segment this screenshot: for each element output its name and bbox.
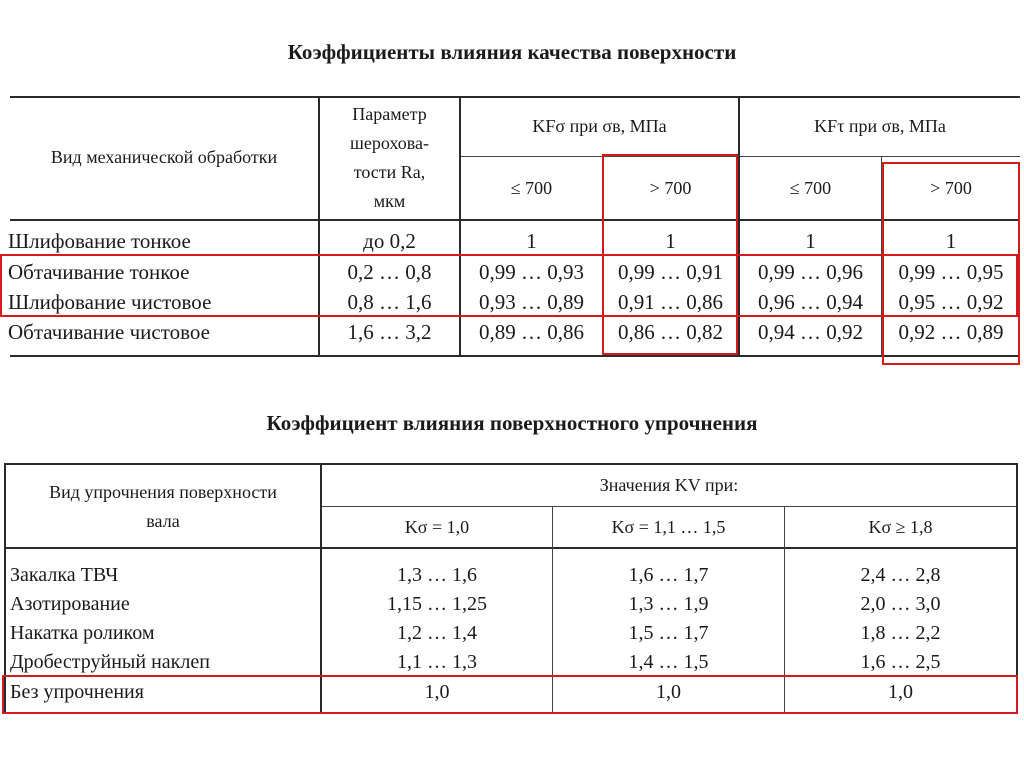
highlight-box: [2, 675, 1018, 714]
value-cell: 2,0 … 3,0: [860, 592, 941, 615]
value-cell: 1,0: [888, 680, 913, 703]
value-cell: 0,99 … 0,91: [618, 259, 723, 284]
row-name: Шлифование тонкое: [8, 228, 191, 253]
header-le700: ≤ 700: [510, 177, 553, 198]
header-hardening-kind: Вид упрочнения поверхности вала: [49, 482, 277, 531]
row-name: Накатка роликом: [10, 621, 155, 644]
value-cell: 1,8 … 2,2: [860, 621, 941, 644]
header-values: Значения KV при:: [599, 475, 739, 495]
header-gt700: > 700: [649, 177, 692, 198]
row-ra: 0,8 … 1,6: [347, 289, 432, 314]
value-cell: 1,4 … 1,5: [628, 650, 709, 673]
row-name: Закалка ТВЧ: [10, 563, 119, 586]
row-name: Без упрочнения: [10, 680, 144, 703]
row-name: Дробеструйный наклеп: [10, 650, 210, 673]
value-cell: 1,5 … 1,7: [628, 621, 709, 644]
table2-title: Коэффициент влияния поверхностного упрочнения: [266, 411, 758, 435]
header-le700: ≤ 700: [789, 177, 832, 198]
highlight-box: [0, 254, 1018, 317]
value-cell: 0,96 … 0,94: [758, 289, 863, 314]
value-cell: 1,6 … 2,5: [860, 650, 941, 673]
row-name: Обтачивание тонкое: [8, 259, 190, 284]
header-ks-2: Kσ = 1,1 … 1,5: [611, 516, 726, 537]
row-ra: 1,6 … 3,2: [347, 319, 432, 344]
value-cell: 1,0: [424, 680, 450, 703]
value-cell: 0,99 … 0,93: [479, 259, 584, 284]
table1-title: Коэффициенты влияния качества поверхности: [287, 40, 737, 64]
value-cell: 1: [665, 228, 676, 253]
value-cell: 0,91 … 0,86: [618, 289, 723, 314]
header-kf-sigma: KFσ при σв, МПа: [532, 115, 667, 136]
value-cell: 1,0: [656, 680, 681, 703]
row-name: Азотирование: [10, 592, 130, 615]
value-cell: 0,93 … 0,89: [479, 289, 584, 314]
header-ks-1: Kσ = 1,0: [404, 516, 470, 537]
row-ra: до 0,2: [363, 228, 416, 253]
header-gt700: > 700: [930, 177, 972, 198]
value-cell: 1,1 … 1,3: [397, 650, 477, 673]
value-cell: 0,89 … 0,86: [479, 319, 584, 344]
value-cell: 0,99 … 0,96: [758, 259, 863, 284]
value-cell: 0,99 … 0,95: [898, 259, 1004, 284]
value-cell: 1,2 … 1,4: [397, 621, 477, 644]
row-name: Шлифование чистовое: [8, 289, 212, 314]
value-cell: 1,3 … 1,9: [628, 592, 709, 615]
value-cell: 2,4 … 2,8: [860, 563, 941, 586]
value-cell: 1,6 … 1,7: [628, 563, 709, 586]
header-roughness: Параметр шерохова- тости Ra, мкм: [350, 104, 429, 211]
value-cell: 1: [805, 228, 816, 253]
row-name: Обтачивание чистовое: [8, 319, 210, 344]
header-ks-3: Kσ ≥ 1,8: [868, 516, 933, 537]
row-ra: 0,2 … 0,8: [347, 259, 432, 284]
header-kf-tau: KFτ при σв, МПа: [814, 115, 946, 136]
value-cell: 1,15 … 1,25: [387, 592, 487, 615]
value-cell: 1,3 … 1,6: [397, 563, 477, 586]
value-cell: 0,95 … 0,92: [898, 289, 1004, 314]
value-cell: 0,94 … 0,92: [758, 319, 863, 344]
header-processing: Вид механической обработки: [50, 147, 278, 167]
value-cell: 0,92 … 0,89: [898, 319, 1004, 344]
value-cell: 0,86 … 0,82: [618, 319, 723, 344]
value-cell: 1: [945, 228, 957, 253]
value-cell: 1: [526, 228, 537, 253]
